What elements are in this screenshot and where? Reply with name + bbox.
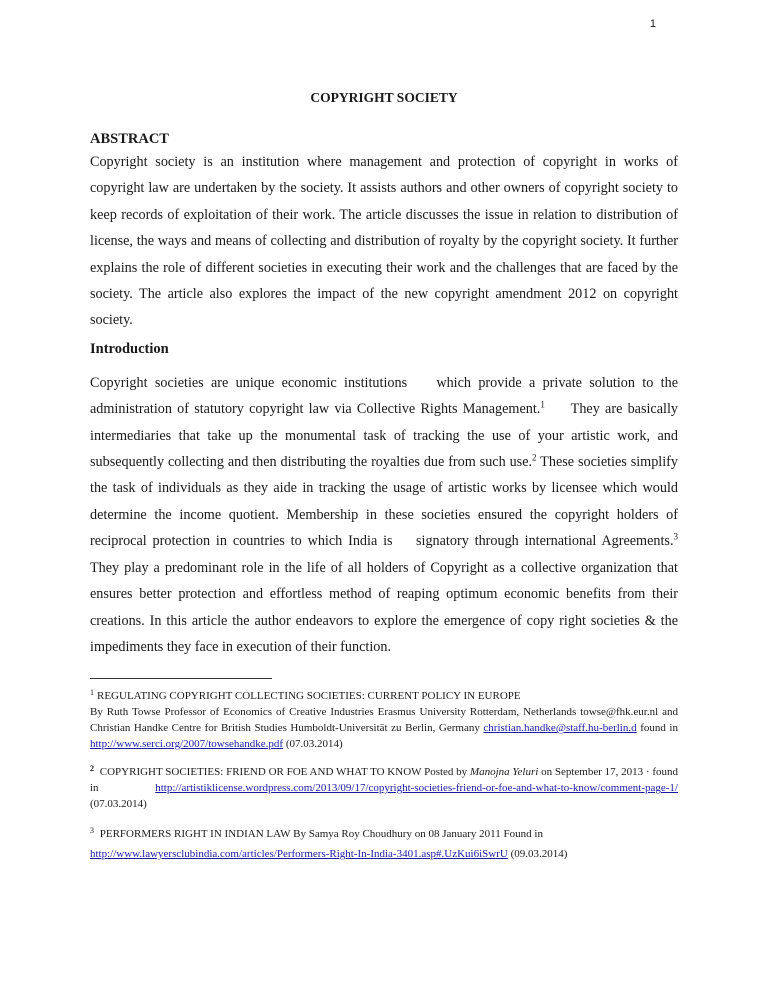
footnote-1-email-link[interactable]: christian.handke@staff.hu-berlin.d [483, 722, 637, 735]
footnote-1-number: 1 [90, 687, 94, 697]
footnote-2-author: Manojna Yeluri [469, 766, 539, 779]
footnote-ref-1[interactable]: 1 [540, 399, 545, 410]
footnote-3 [90, 826, 678, 862]
abstract-heading: ABSTRACT [90, 131, 169, 147]
footnote-ref-2[interactable]: 2 [532, 452, 537, 463]
introduction-paragraph [90, 370, 685, 660]
footnote-1-url-link[interactable]: http://www.serci.org/2007/towsehandke.pdf [90, 738, 284, 751]
footnote-1-title: REGULATING COPYRIGHT COLLECTING SOCIETIES: CURRENT POLICY IN EUROPE [97, 690, 521, 703]
footnote-2 [90, 764, 678, 812]
footnote-3-date: (09.03.2014) [507, 848, 568, 861]
footnote-1-body: By Ruth Towse Professor of Economics of Creative Industries Erasmus University Rotterdam, Netherlands towse@fhk.eur.nl and Christian Handke Centre for British Studies Humboldt-Universität zu Berlin, Germany [90, 706, 678, 735]
intro-text-1: Copyright societies are unique economic institutions which provide a private solution to the administration of statutory copyright law via Collective Rights Management. [90, 374, 682, 418]
footnote-3-url-link[interactable]: http://www.lawyersclubindia.com/articles/Performers-Right-In-India-3401.asp#.UzKui6iSwrU [90, 848, 508, 861]
document-title: COPYRIGHT SOCIETY [310, 90, 458, 105]
page-number: 1 [649, 18, 656, 30]
intro-text-3: These societies simplify the task of individuals as they aide in tracking the usage of artistic works by licensee which would determine the income quotient. Membership in these societies ensured the copyright holders of reciprocal protection in countries to which India is signatory through international Agreements. [90, 454, 682, 550]
footnote-1 [90, 688, 678, 752]
abstract-paragraph: Copyright society is an institution where management and protection of copyright in works of copyright law are undertaken by the society. It assists authors and other owners of copyright society to keep records of exploitation of their work. The article discusses the issue in relation to distribution of license, the ways and means of collecting and distribution of royalty by the copyright society. It further explains the role of different societies in executing their work and the challenges that are faced by the society. The article also explores the impact of the new copyright amendment 2012 on copyright society. [90, 154, 678, 329]
footnote-3-number: 3 [90, 825, 94, 835]
intro-text-2: They are basically intermediaries that take up the monumental task of tracking the use of your artistic work, and subsequently collecting and then distributing the royalties due from such use. [90, 401, 682, 471]
document-body [90, 88, 685, 862]
footnote-2-url-link[interactable]: http://artistiklicense.wordpress.com/2013/09/17/copyright-societies-friend-or-foe-and-what-to-know/comment-page-1/ [155, 782, 678, 795]
footnote-1-found-in: found in [636, 722, 678, 735]
footnote-2-posted: on September 17, 2013 · found in [90, 766, 678, 795]
introduction-heading: Introduction [90, 340, 169, 357]
footnote-2-number: 2 [90, 763, 94, 773]
footnote-2-title: COPYRIGHT SOCIETIES: FRIEND OR FOE AND WHAT TO KNOW Posted by [97, 766, 470, 779]
footnote-separator [90, 678, 272, 679]
footnote-ref-3[interactable]: 3 [673, 531, 678, 542]
intro-text-4: They play a predominant role in the life of all holders of Copyright as a collective organization that ensures better protection and effortless method of reaping optimum economic benefits from their creations. In this article the author endeavors to explore the emergence of copy right societies & the impediments they face in execution of their function. [90, 533, 685, 655]
footnote-3-title: PERFORMERS RIGHT IN INDIAN LAW By Samya Roy Choudhury on 08 January 2011 Found in [97, 828, 543, 841]
footnote-1-date: (07.03.2014) [283, 738, 343, 751]
footnote-2-date: (07.03.2014) [90, 798, 147, 811]
